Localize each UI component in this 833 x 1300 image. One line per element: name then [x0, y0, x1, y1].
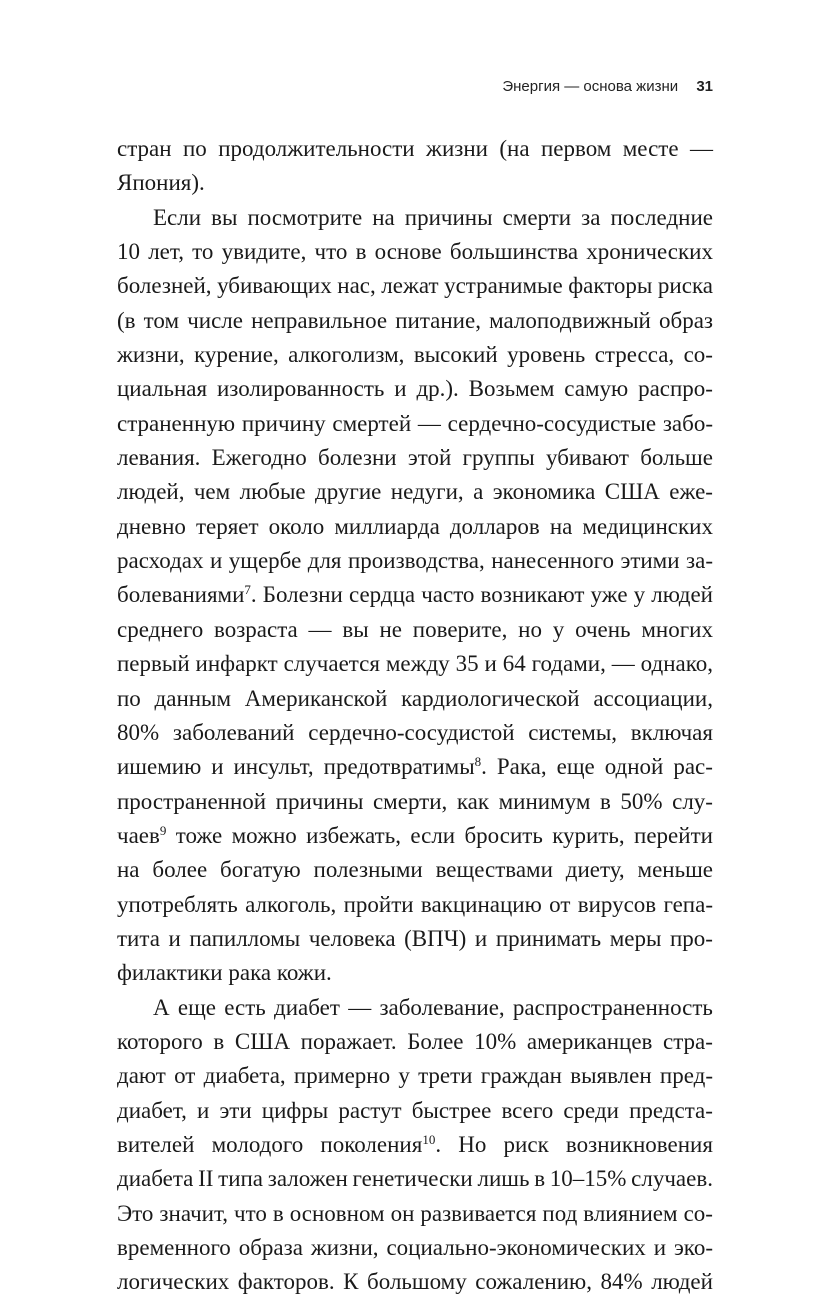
word: если: [410, 822, 456, 848]
word: не: [379, 616, 402, 642]
word: алкоголь,: [245, 891, 337, 917]
word: большому: [367, 1269, 467, 1295]
body-text: [117, 132, 713, 1300]
word: нас,: [337, 273, 376, 299]
text-line: [117, 991, 713, 1025]
word: кардиологической: [401, 685, 580, 711]
word: тита: [117, 925, 160, 951]
word: —: [308, 616, 332, 642]
word: возникновения: [565, 1131, 713, 1157]
text-line: [117, 475, 713, 509]
word: более: [152, 857, 208, 883]
word: долларов: [449, 513, 540, 539]
word: еже-: [669, 479, 713, 505]
word: в: [355, 239, 367, 265]
text-line: [117, 1265, 713, 1299]
word: но: [518, 616, 542, 642]
word: Это: [117, 1200, 154, 1226]
word: II: [198, 1166, 214, 1192]
word: больше: [640, 445, 713, 471]
word: (на: [499, 136, 530, 161]
word: гепа-: [663, 891, 713, 917]
word: курить,: [552, 822, 625, 848]
word: логических: [117, 1269, 230, 1295]
word: медицинских: [582, 513, 713, 539]
text-line: [117, 304, 713, 338]
word: этими: [620, 548, 680, 574]
text-line: [117, 956, 713, 990]
word: высокий: [413, 342, 498, 368]
word: и: [211, 754, 224, 780]
word: рака: [228, 960, 272, 986]
word: вы: [342, 616, 369, 642]
word: Ежегодно: [211, 445, 307, 471]
word: случается: [283, 651, 380, 677]
word: веществами: [435, 857, 553, 883]
word: —: [348, 994, 372, 1020]
word: быстрее: [411, 1097, 492, 1123]
word: Возьмем: [468, 376, 555, 402]
word: полезными: [313, 857, 423, 883]
word: циальная: [117, 376, 208, 402]
word: болезни: [318, 445, 397, 471]
word: молодого: [211, 1131, 304, 1157]
word: поверите,: [412, 616, 508, 642]
word: однако,: [640, 651, 713, 677]
word: вирусов: [577, 891, 657, 917]
word: предста-: [629, 1097, 713, 1123]
word: за-: [686, 548, 713, 574]
text-line: [117, 1162, 713, 1196]
word: и: [484, 651, 497, 677]
word: причину: [241, 410, 326, 436]
word: (в: [117, 307, 136, 333]
word: в: [272, 1200, 284, 1226]
word: то: [192, 239, 214, 265]
word: граждан: [480, 1063, 562, 1089]
word: еще: [177, 994, 217, 1020]
text-line: [117, 544, 713, 578]
word: риск: [503, 1131, 549, 1157]
word: в: [599, 788, 611, 814]
word: Япония).: [117, 170, 205, 196]
word: сердечно-сосудистые: [447, 410, 657, 436]
word: возраста: [214, 616, 298, 642]
word: для: [307, 548, 342, 574]
word: первый: [117, 651, 190, 677]
word: на: [549, 513, 573, 539]
word: филактики: [117, 960, 223, 986]
word: и: [197, 1097, 210, 1123]
word: людей: [651, 1269, 713, 1295]
text-line: [117, 1128, 713, 1162]
footnote-ref: 8: [474, 754, 482, 770]
word: США: [604, 479, 660, 505]
word: диету,: [565, 857, 625, 883]
word: и: [168, 925, 181, 951]
word: папилломы: [189, 925, 301, 951]
word: влиянием: [583, 1200, 678, 1226]
word: поражает.: [300, 1028, 397, 1054]
word: среднего: [117, 616, 204, 642]
word: диабет: [274, 994, 340, 1020]
word: стресса,: [594, 342, 675, 368]
word: 10%: [474, 1028, 517, 1054]
word: риска: [657, 273, 713, 299]
word: выявлен: [570, 1063, 652, 1089]
word: про-: [669, 925, 713, 951]
word: стран: [117, 136, 172, 161]
word: жизни,: [310, 1235, 379, 1260]
word: случаев.: [631, 1166, 713, 1192]
running-head: [502, 78, 713, 95]
word: вакцинацию: [420, 891, 542, 917]
word: экономика: [492, 479, 596, 505]
footnote-ref: 7: [244, 582, 251, 598]
text-line: [117, 372, 713, 406]
word: заболеваний: [172, 719, 295, 745]
word: типа: [218, 1166, 264, 1192]
word: 10–15%: [549, 1166, 627, 1192]
word: пройти: [343, 891, 414, 917]
word: сожалению,: [475, 1269, 592, 1295]
word: и: [474, 925, 488, 951]
word: эти: [219, 1097, 252, 1123]
word: включая: [630, 719, 713, 745]
word: от: [174, 1063, 196, 1089]
word: факторы: [568, 273, 653, 299]
word: со-: [683, 1200, 713, 1226]
word: за: [581, 204, 601, 230]
word: неправильное: [251, 307, 388, 333]
text-line: [117, 578, 713, 612]
word: 10: [117, 239, 140, 265]
word: —: [417, 410, 441, 436]
text-line: [117, 888, 713, 922]
word: хронических: [586, 239, 713, 265]
word: том: [143, 307, 180, 333]
word: и: [653, 1235, 667, 1260]
text-line: [117, 853, 713, 887]
word: на: [372, 204, 395, 230]
word: заложен: [267, 1166, 348, 1192]
word: у: [398, 1063, 410, 1089]
word: лет,: [148, 239, 184, 265]
word: 50%: [620, 788, 663, 814]
word: питание,: [395, 307, 481, 333]
word: ассоциации,: [593, 685, 713, 711]
word: основном: [289, 1200, 385, 1226]
word: курение,: [194, 342, 279, 368]
word: которого: [117, 1028, 203, 1054]
text-line: [117, 1059, 713, 1093]
text-line: [117, 1025, 713, 1059]
word: забо-: [662, 410, 713, 436]
word: многих: [641, 616, 713, 642]
word: (ВПЧ): [404, 925, 467, 951]
word: устранимые: [444, 273, 563, 299]
word: посмотрите: [247, 204, 363, 230]
word: увидите,: [221, 239, 307, 265]
word: недуги,: [390, 479, 464, 505]
word: нанесенного: [491, 548, 614, 574]
word: значит,: [159, 1200, 229, 1226]
page-number: 31: [696, 78, 713, 95]
text-line: [117, 338, 713, 372]
text-line: [117, 166, 713, 200]
word: образа: [238, 1235, 303, 1260]
text-line: [117, 1197, 713, 1231]
word: у: [552, 616, 565, 642]
word: поколения$^{10}$.: [320, 1131, 442, 1157]
word: минимум: [498, 788, 591, 814]
word: последние: [610, 204, 713, 230]
word: —: [689, 136, 713, 161]
word: как: [456, 788, 490, 814]
text-line: [117, 647, 713, 681]
word: меры: [609, 925, 662, 951]
word: малоподвижный: [489, 307, 651, 333]
text-line: [117, 922, 713, 956]
word: 84%: [600, 1269, 643, 1295]
word: 80%: [117, 719, 160, 745]
text-line: [117, 441, 713, 475]
text-line: [117, 201, 713, 235]
word: убивающих: [217, 273, 332, 299]
word: и: [209, 548, 223, 574]
word: среди: [563, 1097, 619, 1123]
word: уровень: [507, 342, 586, 368]
word: смерти: [502, 204, 572, 230]
word: убивают: [546, 445, 629, 471]
word: уже: [590, 582, 628, 608]
word: вы: [211, 204, 238, 230]
word: генетически: [352, 1166, 473, 1192]
text-line: [117, 510, 713, 544]
text-line: [117, 132, 713, 166]
word: смертей: [332, 410, 412, 436]
word: под: [542, 1200, 578, 1226]
word: очень: [575, 616, 631, 642]
word: чаев$^9$: [117, 822, 167, 848]
word: пространенной: [117, 788, 267, 814]
word: американцев: [526, 1028, 653, 1054]
word: со-: [683, 342, 713, 368]
word: есть: [224, 994, 266, 1020]
running-title: Энергия — основа жизни: [502, 78, 679, 95]
word: другие: [315, 479, 382, 505]
word: богатую: [220, 857, 301, 883]
word: еще: [556, 754, 595, 780]
word: социально-экономических: [386, 1235, 646, 1260]
text-line: [117, 716, 713, 750]
word: тоже: [175, 822, 223, 848]
word: человека: [308, 925, 396, 951]
word: большинства: [449, 239, 579, 265]
word: трети: [418, 1063, 473, 1089]
word: инфаркт: [195, 651, 278, 677]
word: диабета: [117, 1166, 194, 1192]
word: системы,: [528, 719, 618, 745]
text-line: [117, 613, 713, 647]
word: —: [611, 651, 635, 677]
word: у: [633, 582, 646, 608]
text-line: [117, 235, 713, 269]
word: предотвратимы$^8$.: [323, 754, 487, 780]
word: стра-: [663, 1028, 713, 1054]
word: ишемию: [117, 754, 202, 780]
word: жизни,: [117, 342, 185, 368]
word: всего: [501, 1097, 554, 1123]
word: страненную: [117, 410, 236, 436]
word: чем: [193, 479, 231, 505]
word: миллиарда: [334, 513, 440, 539]
word: числе: [187, 307, 243, 333]
word: изолированность: [216, 376, 385, 402]
word: этой: [407, 445, 452, 471]
word: болеваниями$^7$.: [117, 582, 257, 608]
word: от: [549, 891, 571, 917]
word: расходах: [117, 548, 204, 574]
word: примерно: [293, 1063, 391, 1089]
text-line: [117, 407, 713, 441]
word: первом: [540, 136, 612, 161]
word: избежать,: [306, 822, 401, 848]
word: смерти,: [372, 788, 448, 814]
word: причины: [404, 204, 493, 230]
word: Болезни: [262, 582, 343, 608]
word: годами,: [531, 651, 606, 677]
word: инсульт,: [233, 754, 314, 780]
word: диабет,: [117, 1097, 187, 1123]
word: развивается: [420, 1200, 537, 1226]
word: дают: [117, 1063, 166, 1089]
word: растут: [338, 1097, 402, 1123]
word: самую: [564, 376, 629, 402]
word: Но: [458, 1131, 487, 1157]
word: причины: [275, 788, 364, 814]
word: перейти: [634, 822, 713, 848]
word: месте: [622, 136, 679, 161]
word: Если: [153, 204, 202, 230]
text-line: [117, 682, 713, 716]
word: данным: [154, 685, 232, 711]
word: группы: [462, 445, 535, 471]
word: 35: [455, 651, 479, 677]
word: на: [117, 857, 140, 883]
word: ущербе: [228, 548, 302, 574]
word: часто: [421, 582, 475, 608]
word: в: [534, 1166, 546, 1192]
word: алкоголизм,: [288, 342, 405, 368]
word: цифры: [261, 1097, 329, 1123]
word: можно: [231, 822, 297, 848]
word: эко-: [673, 1235, 713, 1260]
word: людей,: [117, 479, 185, 505]
word: кожи.: [276, 960, 332, 986]
word: производства,: [347, 548, 485, 574]
word: рас-: [673, 754, 713, 780]
word: людей: [651, 582, 713, 608]
word: а: [473, 479, 484, 505]
word: и: [394, 376, 407, 402]
word: по: [117, 685, 141, 711]
text-line: [117, 1094, 713, 1128]
word: что: [234, 1200, 267, 1226]
word: около: [268, 513, 325, 539]
word: пред-: [659, 1063, 713, 1089]
word: по: [182, 136, 207, 161]
word: заболевание,: [379, 994, 505, 1020]
footnote-ref: 10: [422, 1131, 436, 1147]
word: слу-: [672, 788, 713, 814]
text-line: [117, 750, 713, 784]
word: К: [343, 1269, 359, 1295]
word: А: [153, 994, 170, 1020]
word: диабета,: [203, 1063, 286, 1089]
text-line: [117, 785, 713, 819]
word: сердечно-сосудистой: [308, 719, 515, 745]
word: бросить: [464, 822, 543, 848]
word: Американской: [244, 685, 388, 711]
word: дневно: [117, 513, 186, 539]
word: теряет: [195, 513, 259, 539]
word: вителей: [117, 1131, 195, 1157]
word: в: [213, 1028, 225, 1054]
word: факторов.: [237, 1269, 335, 1295]
word: он: [390, 1200, 415, 1226]
word: временного: [117, 1235, 231, 1260]
word: основе: [374, 239, 442, 265]
word: болезней,: [117, 273, 212, 299]
word: Более: [407, 1028, 464, 1054]
word: возникают: [480, 582, 585, 608]
word: жизни: [426, 136, 488, 161]
word: распространенность: [512, 994, 713, 1020]
text-line: [117, 819, 713, 853]
word: Рака,: [496, 754, 547, 780]
word: меньше: [637, 857, 713, 883]
word: употреблять: [117, 891, 238, 917]
word: любые: [239, 479, 306, 505]
text-line: [117, 1231, 713, 1265]
footnote-ref: 9: [159, 822, 167, 838]
word: одной: [604, 754, 664, 780]
word: что: [314, 239, 348, 265]
word: 64: [502, 651, 526, 677]
word: лишь: [477, 1166, 530, 1192]
word: образ: [659, 307, 713, 333]
word: лежат: [381, 273, 439, 299]
word: левания.: [117, 445, 201, 471]
word: продолжительности: [218, 136, 415, 161]
word: принимать: [495, 925, 602, 951]
word: между: [385, 651, 450, 677]
word: США: [234, 1028, 291, 1054]
word: сердца: [348, 582, 416, 608]
text-line: [117, 269, 713, 303]
word: др.).: [416, 376, 459, 402]
word: распро-: [638, 376, 713, 402]
